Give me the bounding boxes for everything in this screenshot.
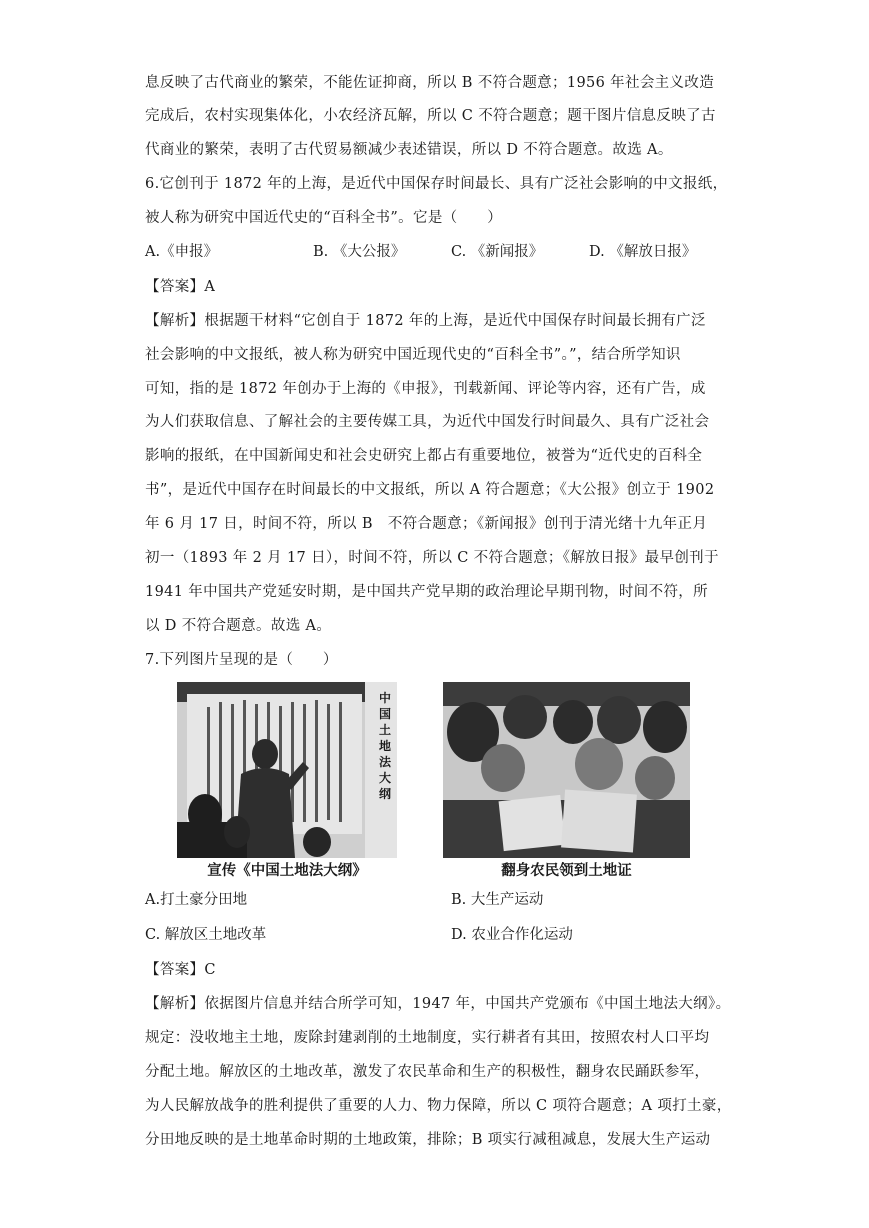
q6-analysis: 【解析】根据题干材料“它创自于 1872 年的上海，是近代中国保存时间最长拥有广泛 bbox=[145, 313, 706, 329]
text-line: 1941 年中国共产党延安时期，是中国共产党早期的政治理论早期刊物，时间不符，所 bbox=[145, 584, 709, 600]
q6-option-d: D. 《解放日报》 bbox=[589, 244, 697, 260]
q7-option-b: B. 大生产运动 bbox=[451, 892, 544, 908]
text-line: 分配土地。解放区的土地改革，激发了农民革命和生产的积极性，翻身农民踊跃参军， bbox=[145, 1064, 710, 1080]
q6-option-c: C. 《新闻报》 bbox=[451, 244, 544, 260]
q7-option-c: C. 解放区土地改革 bbox=[145, 927, 267, 943]
text-line: 分田地反映的是土地革命时期的土地政策，排除；B 项实行减租减息，发展大生产运动 bbox=[145, 1132, 711, 1148]
text-line: 息反映了古代商业的繁荣，不能佐证抑商，所以 B 不符合题意；1956 年社会主义改造 bbox=[145, 75, 715, 91]
text-line: 书”，是近代中国存在时间最长的中文报纸，所以 A 符合题意；《大公报》创立于 1902 bbox=[145, 482, 715, 498]
q7-analysis: 【解析】依据图片信息并结合所学可知，1947 年，中国共产党颁布《中国土地法大纲》。 bbox=[145, 996, 731, 1012]
figure-land-law-propaganda bbox=[177, 682, 397, 858]
text-line: 初一（1893 年 2 月 17 日），时间不符，所以 C 不符合题意；《解放日报》最早创刊于 bbox=[145, 550, 719, 566]
text-line: 为人民解放战争的胜利提供了重要的人力、物力保障，所以 C 项符合题意；A 项打土豪， bbox=[145, 1098, 732, 1114]
q6-option-a: A.《申报》 bbox=[145, 244, 219, 260]
q6-option-b: B. 《大公报》 bbox=[313, 244, 406, 260]
q7-answer: 【答案】C bbox=[145, 962, 216, 978]
q7-option-a: A.打土豪分田地 bbox=[145, 892, 248, 908]
text-line: 代商业的繁荣，表明了古代贸易额减少表述错误，所以 D 不符合题意。故选 A。 bbox=[145, 142, 673, 158]
text-line: 规定：没收地主土地，废除封建剥削的土地制度，实行耕者有其田，按照农村人口平均 bbox=[145, 1030, 710, 1046]
land-law-banner: 中国土地法大纲 bbox=[378, 691, 391, 801]
text-line: 影响的报纸，在中国新闻史和社会史研究上都占有重要地位，被誉为“近代史的百科全 bbox=[145, 448, 703, 464]
question-6-stem: 6.它创刊于 1872 年的上海，是近代中国保存时间最长、具有广泛社会影响的中文报纸， bbox=[145, 176, 728, 192]
question-7-stem: 7.下列图片呈现的是（ ） bbox=[145, 652, 338, 668]
text-line: 可知，指的是 1872 年创办于上海的《申报》，刊载新闻、评论等内容，还有广告，成 bbox=[145, 381, 706, 397]
text-line: 为人们获取信息、了解社会的主要传媒工具，为近代中国发行时间最久、具有广泛社会 bbox=[145, 414, 710, 430]
q6-answer: 【答案】A bbox=[145, 279, 216, 295]
figure-right-caption: 翻身农民领到土地证 bbox=[501, 862, 632, 879]
text-line: 社会影响的中文报纸，被人称为研究中国近现代史的“百科全书”。”，结合所学知识 bbox=[145, 347, 681, 363]
q7-option-d: D. 农业合作化运动 bbox=[451, 927, 573, 943]
text-line: 完成后，农村实现集体化，小农经济瓦解，所以 C 不符合题意；题干图片信息反映了古 bbox=[145, 108, 716, 124]
text-line: 年 6 月 17 日，时间不符，所以 B 不符合题意；《新闻报》创刊于清光绪十九年正月 bbox=[145, 516, 708, 532]
figure-left-caption: 宣传《中国土地法大纲》 bbox=[207, 862, 367, 879]
question-6-stem: 被人称为研究中国近代史的“百科全书”。它是（ ） bbox=[145, 210, 503, 226]
figure-farmers-land-certificates bbox=[443, 682, 690, 858]
text-line: 以 D 不符合题意。故选 A。 bbox=[145, 618, 332, 634]
